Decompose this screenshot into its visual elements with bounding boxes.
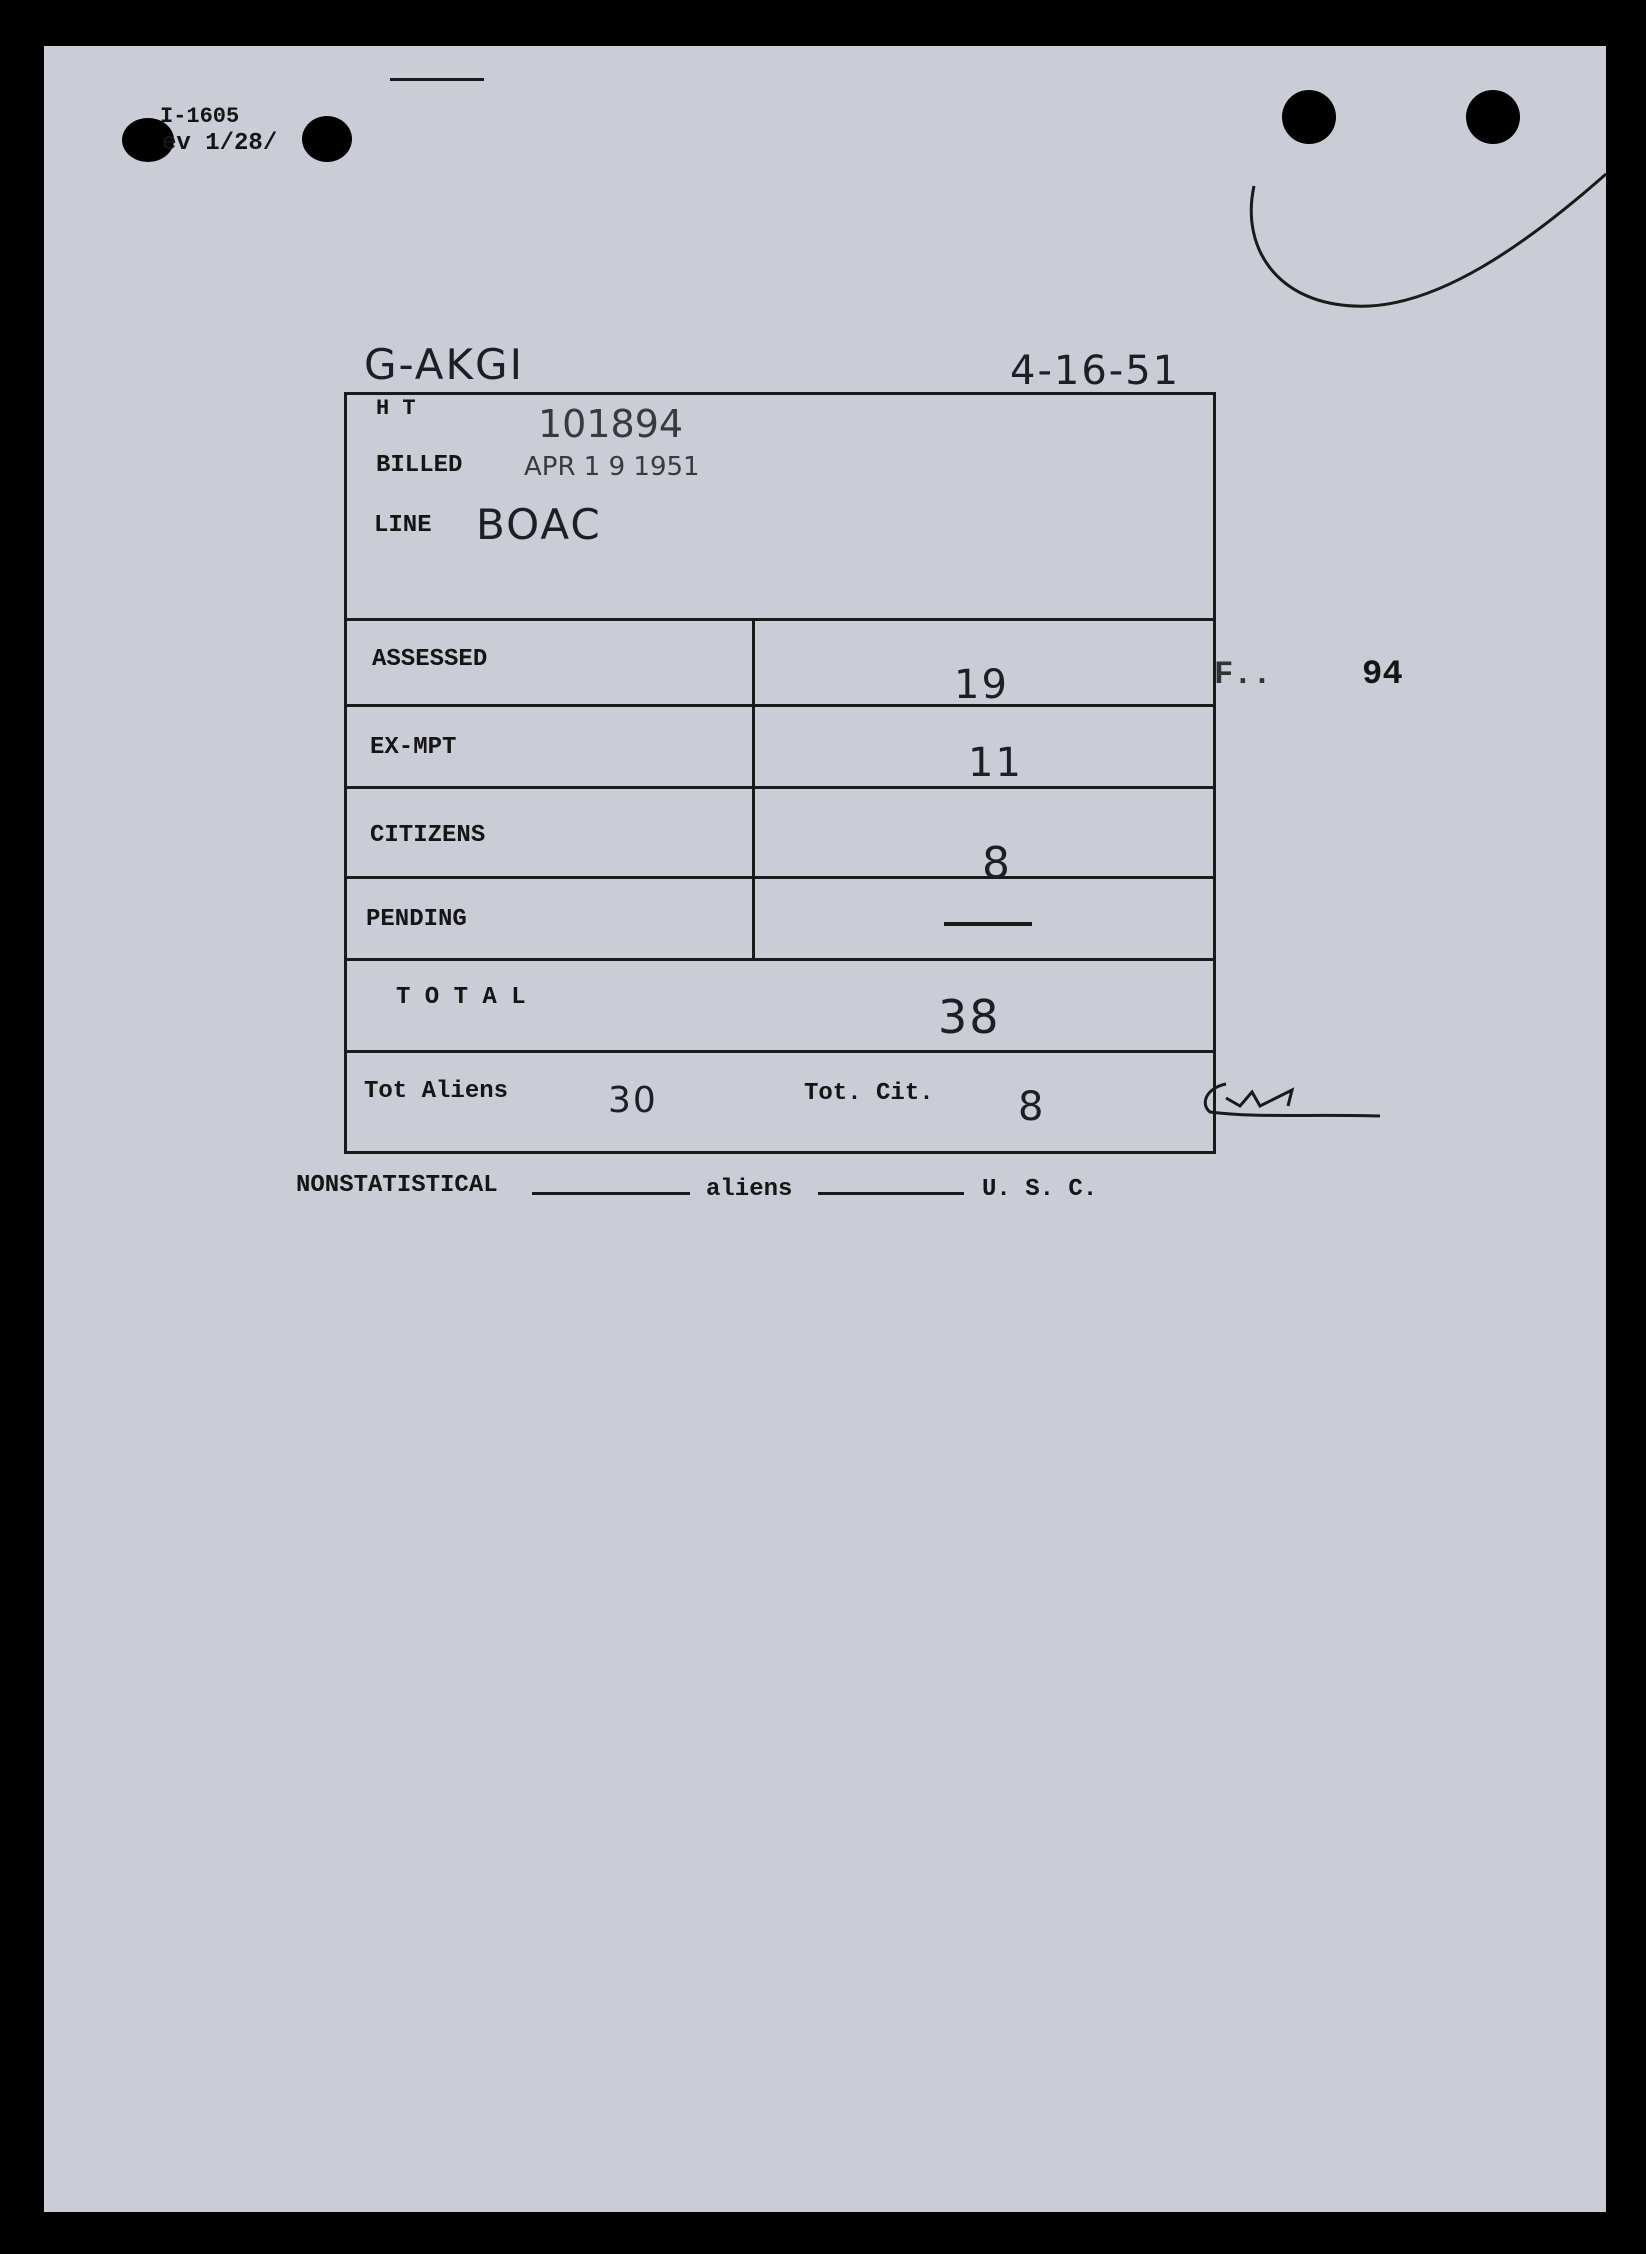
row-label-pending: PENDING bbox=[366, 906, 467, 933]
rule-row1 bbox=[347, 704, 1213, 707]
initials-signature bbox=[1196, 1078, 1386, 1128]
tot-cit-label: Tot. Cit. bbox=[804, 1080, 934, 1107]
nonstatistical-blank bbox=[532, 1192, 690, 1195]
nonstatistical-label: NONSTATISTICAL bbox=[296, 1172, 498, 1199]
flight-number: G-AKGI bbox=[364, 340, 524, 389]
row-value-citizens: 8 bbox=[982, 838, 1012, 889]
tot-aliens-label: Tot Aliens bbox=[364, 1078, 509, 1105]
form-revision: ev 1/28/ bbox=[162, 130, 278, 157]
usc-label: U. S. C. bbox=[982, 1176, 1098, 1203]
ink-blot-right bbox=[302, 116, 352, 162]
line-value: BOAC bbox=[476, 500, 602, 549]
total-label: T O T A L bbox=[396, 984, 526, 1011]
billed-label: BILLED bbox=[376, 452, 463, 479]
rule-row2 bbox=[347, 786, 1213, 789]
punch-hole-left bbox=[1282, 90, 1336, 144]
aliens-blank bbox=[818, 1192, 964, 1195]
row-value-assessed: 19 bbox=[954, 662, 1009, 708]
side-stamp-fragment: F.. bbox=[1214, 656, 1272, 693]
manifest-box bbox=[344, 392, 1216, 1154]
row-label-citizens: CITIZENS bbox=[370, 822, 486, 849]
entry-date: 4-16-51 bbox=[1010, 348, 1181, 394]
row-label-assessed: ASSESSED bbox=[372, 646, 488, 673]
row-label-exempt: EX-MPT bbox=[370, 734, 457, 761]
billed-date: APR 1 9 1951 bbox=[524, 452, 700, 482]
ht-label: H T bbox=[376, 396, 416, 421]
tot-cit-value: 8 bbox=[1018, 1084, 1046, 1130]
side-stamp-number: 94 bbox=[1362, 656, 1403, 694]
row-value-exempt: 11 bbox=[968, 740, 1023, 786]
total-value: 38 bbox=[938, 990, 1001, 1044]
tot-aliens-value: 30 bbox=[608, 1080, 658, 1121]
rule-header bbox=[347, 618, 1213, 621]
top-mark bbox=[390, 78, 484, 81]
form-number: I-1605 bbox=[160, 104, 240, 129]
aliens-label: aliens bbox=[706, 1176, 793, 1203]
row-value-pending-dash bbox=[944, 922, 1032, 926]
rule-row4 bbox=[347, 958, 1213, 961]
punch-hole-right bbox=[1466, 90, 1520, 144]
check-mark bbox=[1240, 160, 1620, 320]
line-label: LINE bbox=[374, 512, 432, 539]
ht-number: 101894 bbox=[538, 402, 684, 446]
rule-total bbox=[347, 1050, 1213, 1053]
rule-row3 bbox=[347, 876, 1213, 879]
column-divider bbox=[752, 618, 755, 958]
